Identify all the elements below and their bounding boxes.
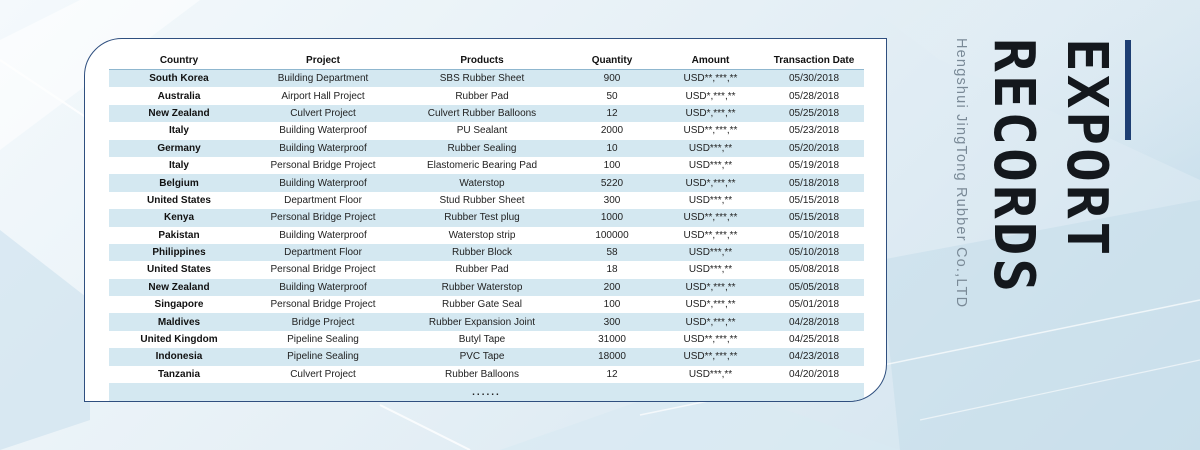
country-cell: New Zealand: [109, 279, 249, 296]
project-cell: Department Floor: [249, 192, 397, 209]
table-row: [109, 209, 864, 226]
amount-cell: USD***,**: [657, 157, 764, 174]
product-cell: PVC Tape: [397, 348, 567, 365]
amount-cell: USD*,***,**: [657, 105, 764, 122]
quantity-cell: 300: [567, 313, 657, 330]
amount-cell: USD*,***,**: [657, 313, 764, 330]
project-cell: Building Waterproof: [249, 279, 397, 296]
date-cell: 05/30/2018: [764, 70, 864, 88]
table-row: [109, 157, 864, 174]
country-cell: Belgium: [109, 174, 249, 191]
amount-cell: USD***,**: [657, 192, 764, 209]
country-cell: Indonesia: [109, 348, 249, 365]
quantity-cell: 10: [567, 140, 657, 157]
quantity-cell: 100: [567, 296, 657, 313]
date-cell: 05/23/2018: [764, 122, 864, 139]
column-header: Amount: [657, 52, 764, 70]
date-cell: 04/25/2018: [764, 331, 864, 348]
table-row: [109, 313, 864, 330]
table-row: [109, 296, 864, 313]
more-rows-indicator: [109, 383, 864, 402]
country-cell: Australia: [109, 87, 249, 104]
column-header: Country: [109, 52, 249, 70]
country-cell: Pakistan: [109, 227, 249, 244]
date-cell: 05/15/2018: [764, 192, 864, 209]
table-row: [109, 261, 864, 278]
country-cell: Singapore: [109, 296, 249, 313]
amount-cell: USD**,***,**: [657, 331, 764, 348]
quantity-cell: 5220: [567, 174, 657, 191]
table-header-row: [109, 52, 864, 70]
product-cell: Rubber Waterstop: [397, 279, 567, 296]
export-records-card: [84, 38, 887, 402]
project-cell: Pipeline Sealing: [249, 331, 397, 348]
product-cell: Rubber Sealing: [397, 140, 567, 157]
table-row: [109, 192, 864, 209]
project-cell: Airport Hall Project: [249, 87, 397, 104]
export-records-table: [109, 52, 864, 402]
table-row: [109, 122, 864, 139]
product-cell: SBS Rubber Sheet: [397, 70, 567, 88]
amount-cell: USD*,***,**: [657, 87, 764, 104]
quantity-cell: 2000: [567, 122, 657, 139]
table-row: [109, 140, 864, 157]
title-export: EXPORT: [1054, 38, 1119, 259]
date-cell: 05/19/2018: [764, 157, 864, 174]
column-header: Quantity: [567, 52, 657, 70]
table-body: [109, 70, 864, 403]
country-cell: Tanzania: [109, 366, 249, 383]
quantity-cell: 50: [567, 87, 657, 104]
country-cell: Maldives: [109, 313, 249, 330]
amount-cell: USD**,***,**: [657, 209, 764, 226]
quantity-cell: 12: [567, 105, 657, 122]
amount-cell: USD**,***,**: [657, 227, 764, 244]
table-row: [109, 227, 864, 244]
date-cell: 05/05/2018: [764, 279, 864, 296]
product-cell: Elastomeric Bearing Pad: [397, 157, 567, 174]
date-cell: 05/20/2018: [764, 140, 864, 157]
title-records: RECORDS: [981, 38, 1046, 296]
amount-cell: USD***,**: [657, 261, 764, 278]
product-cell: Rubber Pad: [397, 87, 567, 104]
quantity-cell: 900: [567, 70, 657, 88]
project-cell: Building Waterproof: [249, 140, 397, 157]
table-row: [109, 279, 864, 296]
quantity-cell: 100000: [567, 227, 657, 244]
amount-cell: USD***,**: [657, 244, 764, 261]
project-cell: Personal Bridge Project: [249, 157, 397, 174]
product-cell: Waterstop: [397, 174, 567, 191]
table-row: [109, 244, 864, 261]
project-cell: Building Waterproof: [249, 227, 397, 244]
product-cell: Rubber Expansion Joint: [397, 313, 567, 330]
country-cell: United States: [109, 261, 249, 278]
table-row: [109, 331, 864, 348]
project-cell: Department Floor: [249, 244, 397, 261]
country-cell: Italy: [109, 122, 249, 139]
amount-cell: USD***,**: [657, 366, 764, 383]
amount-cell: USD*,***,**: [657, 296, 764, 313]
country-cell: Kenya: [109, 209, 249, 226]
country-cell: New Zealand: [109, 105, 249, 122]
product-cell: Waterstop strip: [397, 227, 567, 244]
project-cell: Building Waterproof: [249, 122, 397, 139]
table-row: [109, 348, 864, 365]
quantity-cell: 200: [567, 279, 657, 296]
date-cell: 05/01/2018: [764, 296, 864, 313]
table-row: [109, 366, 864, 383]
table-row: [109, 105, 864, 122]
quantity-cell: 58: [567, 244, 657, 261]
quantity-cell: 18000: [567, 348, 657, 365]
product-cell: Rubber Pad: [397, 261, 567, 278]
table-row: [109, 174, 864, 191]
quantity-cell: 31000: [567, 331, 657, 348]
amount-cell: USD**,***,**: [657, 122, 764, 139]
date-cell: 04/23/2018: [764, 348, 864, 365]
column-header: Products: [397, 52, 567, 70]
country-cell: Philippines: [109, 244, 249, 261]
product-cell: Rubber Test plug: [397, 209, 567, 226]
date-cell: 04/20/2018: [764, 366, 864, 383]
company-name: Hengshui JingTong Rubber Co.,LTD: [953, 38, 969, 309]
ellipsis-cell: ......: [109, 383, 864, 402]
project-cell: Building Waterproof: [249, 174, 397, 191]
date-cell: 05/08/2018: [764, 261, 864, 278]
date-cell: 05/18/2018: [764, 174, 864, 191]
product-cell: Culvert Rubber Balloons: [397, 105, 567, 122]
country-cell: South Korea: [109, 70, 249, 88]
amount-cell: USD**,***,**: [657, 70, 764, 88]
quantity-cell: 18: [567, 261, 657, 278]
table-row: [109, 87, 864, 104]
product-cell: Stud Rubber Sheet: [397, 192, 567, 209]
quantity-cell: 12: [567, 366, 657, 383]
product-cell: Rubber Block: [397, 244, 567, 261]
project-cell: Culvert Project: [249, 105, 397, 122]
project-cell: Bridge Project: [249, 313, 397, 330]
quantity-cell: 100: [567, 157, 657, 174]
project-cell: Pipeline Sealing: [249, 348, 397, 365]
product-cell: Rubber Gate Seal: [397, 296, 567, 313]
project-cell: Personal Bridge Project: [249, 296, 397, 313]
column-header: Transaction Date: [764, 52, 864, 70]
project-cell: Culvert Project: [249, 366, 397, 383]
date-cell: 05/28/2018: [764, 87, 864, 104]
amount-cell: USD***,**: [657, 140, 764, 157]
country-cell: United States: [109, 192, 249, 209]
table-row: [109, 70, 864, 88]
amount-cell: USD*,***,**: [657, 174, 764, 191]
project-cell: Personal Bridge Project: [249, 261, 397, 278]
product-cell: Rubber Balloons: [397, 366, 567, 383]
date-cell: 05/10/2018: [764, 227, 864, 244]
amount-cell: USD*,***,**: [657, 279, 764, 296]
country-cell: Germany: [109, 140, 249, 157]
project-cell: Building Department: [249, 70, 397, 88]
project-cell: Personal Bridge Project: [249, 209, 397, 226]
date-cell: 05/15/2018: [764, 209, 864, 226]
date-cell: 04/28/2018: [764, 313, 864, 330]
date-cell: 05/25/2018: [764, 105, 864, 122]
country-cell: United Kingdom: [109, 331, 249, 348]
date-cell: 05/10/2018: [764, 244, 864, 261]
quantity-cell: 1000: [567, 209, 657, 226]
column-header: Project: [249, 52, 397, 70]
product-cell: PU Sealant: [397, 122, 567, 139]
quantity-cell: 300: [567, 192, 657, 209]
amount-cell: USD**,***,**: [657, 348, 764, 365]
product-cell: Butyl Tape: [397, 331, 567, 348]
country-cell: Italy: [109, 157, 249, 174]
